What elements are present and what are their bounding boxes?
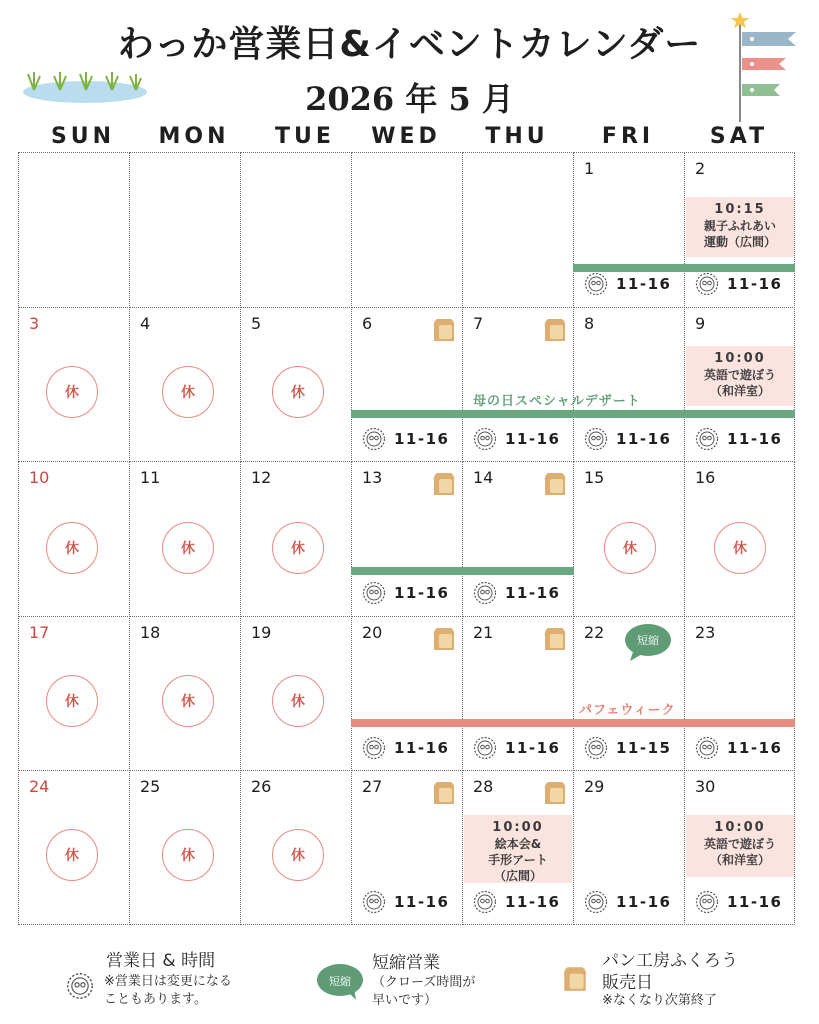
business-hours xyxy=(362,735,449,761)
day-cell-16[interactable] xyxy=(684,461,795,617)
day-cell-4[interactable] xyxy=(129,307,241,462)
day-number: 18 xyxy=(140,623,161,642)
carp-streamer-icon xyxy=(730,12,805,124)
day-cell-3[interactable] xyxy=(18,307,130,462)
business-hours xyxy=(473,735,560,761)
hours-text: 11-16 xyxy=(394,893,450,911)
day-number: 25 xyxy=(140,777,161,796)
bread-icon xyxy=(541,470,569,496)
owl-stamp-icon xyxy=(695,272,719,296)
hours-text: 11-16 xyxy=(505,584,561,602)
hours-text: 11-16 xyxy=(505,893,561,911)
closed-mark: 休 xyxy=(46,522,98,574)
legend-note: ※営業日は変更になる xyxy=(104,974,232,989)
owl-stamp-icon xyxy=(362,736,386,760)
day-cell-28[interactable] xyxy=(462,770,574,925)
event-time: 10:00 xyxy=(714,820,766,835)
hours-text: 11-16 xyxy=(616,893,672,911)
weekday-wed: WED xyxy=(371,124,441,149)
business-hours xyxy=(584,426,671,452)
owl-stamp-icon xyxy=(362,581,386,605)
day-number: 5 xyxy=(251,314,262,333)
parfait-week-bar xyxy=(351,719,795,727)
short-bubble-label: 短縮 xyxy=(329,975,351,988)
day-cell-empty xyxy=(351,152,463,308)
closed-mark: 休 xyxy=(162,829,214,881)
day-number: 10 xyxy=(29,468,50,487)
event-line: （和洋室） xyxy=(709,384,770,398)
business-hours xyxy=(362,580,449,606)
day-cell-26[interactable] xyxy=(240,770,352,925)
business-hours xyxy=(695,735,782,761)
business-hours xyxy=(695,426,782,452)
day-number: 11 xyxy=(140,468,161,487)
owl-stamp-icon xyxy=(66,972,94,1000)
day-cell-20[interactable] xyxy=(351,616,463,771)
event-line: （広間） xyxy=(493,869,542,883)
bread-icon xyxy=(430,470,458,496)
hours-text: 11-16 xyxy=(505,430,561,448)
legend-title: パン工房ふくろう xyxy=(602,951,738,971)
weekday-sun: SUN xyxy=(50,124,116,149)
day-number: 30 xyxy=(695,777,716,796)
event-line: 手形アート xyxy=(488,853,548,867)
event-line: 絵本会& xyxy=(494,837,542,851)
closed-mark: 休 xyxy=(162,522,214,574)
day-number: 24 xyxy=(29,777,50,796)
business-hours xyxy=(473,580,560,606)
bread-icon xyxy=(430,779,458,805)
closed-mark: 休 xyxy=(604,522,656,574)
day-cell-15[interactable] xyxy=(573,461,685,617)
event-time: 10:00 xyxy=(492,820,544,835)
event-box xyxy=(686,815,794,877)
day-number: 8 xyxy=(584,314,595,333)
day-number: 20 xyxy=(362,623,383,642)
event-box xyxy=(464,815,572,883)
legend-title: 営業日 & 時間 xyxy=(106,951,216,971)
day-number: 17 xyxy=(29,623,50,642)
hours-text: 11-16 xyxy=(727,430,783,448)
hours-text: 11-16 xyxy=(505,739,561,757)
business-hours xyxy=(362,426,449,452)
legend-note: 早いです） xyxy=(372,993,438,1008)
legend-title: 販売日 xyxy=(602,973,653,993)
day-cell-12[interactable] xyxy=(240,461,352,617)
owl-stamp-icon xyxy=(584,890,608,914)
short-hours-badge xyxy=(624,623,672,663)
event-line: 英語で遊ぼう xyxy=(703,837,776,851)
weekday-sat: SAT xyxy=(709,124,769,149)
day-number: 28 xyxy=(473,777,494,796)
owl-stamp-icon xyxy=(473,890,497,914)
day-cell-2[interactable] xyxy=(684,152,795,308)
hours-text: 11-16 xyxy=(727,739,783,757)
hours-text: 11-15 xyxy=(616,739,672,757)
owl-stamp-icon xyxy=(362,427,386,451)
parfait-week-banner: パフェウィーク xyxy=(579,703,676,718)
owl-stamp-icon xyxy=(362,890,386,914)
owl-stamp-icon xyxy=(695,427,719,451)
owl-stamp-icon xyxy=(473,427,497,451)
day-number: 7 xyxy=(473,314,484,333)
closed-mark: 休 xyxy=(272,366,324,418)
day-cell-14[interactable] xyxy=(462,461,574,617)
business-hours xyxy=(473,426,560,452)
day-number: 16 xyxy=(695,468,716,487)
business-hours xyxy=(584,735,671,761)
closed-mark: 休 xyxy=(46,829,98,881)
day-cell-5[interactable] xyxy=(240,307,352,462)
closed-mark: 休 xyxy=(714,522,766,574)
day-number: 3 xyxy=(29,314,40,333)
hours-text: 11-16 xyxy=(394,739,450,757)
owl-stamp-icon xyxy=(695,736,719,760)
day-cell-17[interactable] xyxy=(18,616,130,771)
closed-mark: 休 xyxy=(162,366,214,418)
day-cell-8[interactable] xyxy=(573,307,685,462)
day-cell-23[interactable] xyxy=(684,616,795,771)
day-cell-empty xyxy=(462,152,574,308)
day-number: 29 xyxy=(584,777,605,796)
legend-title: 短縮営業 xyxy=(372,953,440,973)
day-cell-25[interactable] xyxy=(129,770,241,925)
day-cell-13[interactable] xyxy=(351,461,463,617)
closed-mark: 休 xyxy=(46,366,98,418)
day-number: 19 xyxy=(251,623,272,642)
hours-text: 11-16 xyxy=(394,430,450,448)
event-box xyxy=(686,346,794,406)
day-number: 12 xyxy=(251,468,272,487)
event-time: 10:00 xyxy=(714,351,766,366)
day-number: 4 xyxy=(140,314,151,333)
owl-stamp-icon xyxy=(473,736,497,760)
owl-stamp-icon xyxy=(584,427,608,451)
calendar-grid xyxy=(18,152,795,925)
hours-text: 11-16 xyxy=(727,893,783,911)
business-hours xyxy=(584,889,671,915)
day-number: 23 xyxy=(695,623,716,642)
day-number: 13 xyxy=(362,468,383,487)
event-time: 10:15 xyxy=(714,202,766,217)
day-cell-21[interactable] xyxy=(462,616,574,771)
day-number: 26 xyxy=(251,777,272,796)
day-cell-24[interactable] xyxy=(18,770,130,925)
day-cell-9[interactable] xyxy=(684,307,795,462)
day-cell-18[interactable] xyxy=(129,616,241,771)
bread-icon xyxy=(430,316,458,342)
event-line: 運動（広間） xyxy=(703,235,776,249)
owl-stamp-icon xyxy=(584,272,608,296)
day-number: 6 xyxy=(362,314,373,333)
legend-note: （クローズ時間が xyxy=(372,975,476,990)
calendar-title: わっか営業日&イベントカレンダー xyxy=(117,24,702,65)
closed-mark: 休 xyxy=(46,675,98,727)
day-number: 9 xyxy=(695,314,706,333)
hours-text: 11-16 xyxy=(616,430,672,448)
hours-text: 11-16 xyxy=(727,275,783,293)
business-hours xyxy=(695,889,782,915)
bread-icon xyxy=(560,964,590,992)
bread-icon xyxy=(541,779,569,805)
legend-note: こともあります。 xyxy=(104,992,207,1007)
day-number: 21 xyxy=(473,623,494,642)
day-cell-empty xyxy=(240,152,352,308)
day-cell-empty xyxy=(129,152,241,308)
business-hours xyxy=(695,271,782,297)
owl-stamp-icon xyxy=(695,890,719,914)
day-number: 27 xyxy=(362,777,383,796)
day-number: 1 xyxy=(584,159,595,178)
day-cell-30[interactable] xyxy=(684,770,795,925)
day-cell-7[interactable] xyxy=(462,307,574,462)
bread-icon xyxy=(541,316,569,342)
event-line: 英語で遊ぼう xyxy=(703,368,776,382)
weekday-tue: TUE xyxy=(275,124,335,149)
day-cell-1[interactable] xyxy=(573,152,685,308)
closed-mark: 休 xyxy=(272,829,324,881)
closed-mark: 休 xyxy=(272,675,324,727)
day-number: 15 xyxy=(584,468,605,487)
pond-grass-decoration xyxy=(20,60,150,106)
business-period-bar xyxy=(573,264,795,272)
mothers-day-banner: 母の日スペシャルデザート xyxy=(473,394,641,409)
business-period-bar xyxy=(351,567,574,575)
weekday-mon: MON xyxy=(158,124,230,149)
legend-note: ※なくなり次第終了 xyxy=(602,993,717,1008)
owl-stamp-icon xyxy=(473,581,497,605)
bread-icon xyxy=(430,625,458,651)
weekday-fri: FRI xyxy=(601,124,655,149)
calendar-month: 2026 年 5 月 xyxy=(305,80,514,118)
day-cell-6[interactable] xyxy=(351,307,463,462)
weekday-thu: THU xyxy=(485,124,549,149)
day-cell-29[interactable] xyxy=(573,770,685,925)
day-cell-22[interactable] xyxy=(573,616,685,771)
hours-text: 11-16 xyxy=(394,584,450,602)
owl-stamp-icon xyxy=(584,736,608,760)
day-cell-27[interactable] xyxy=(351,770,463,925)
day-number: 14 xyxy=(473,468,494,487)
bread-icon xyxy=(541,625,569,651)
day-cell-19[interactable] xyxy=(240,616,352,771)
event-line: 親子ふれあい xyxy=(703,219,776,233)
event-box xyxy=(686,197,794,257)
business-hours xyxy=(362,889,449,915)
day-number: 2 xyxy=(695,159,706,178)
day-cell-10[interactable] xyxy=(18,461,130,617)
day-number: 22 xyxy=(584,623,605,642)
business-hours xyxy=(473,889,560,915)
day-cell-empty xyxy=(18,152,130,308)
event-line: （和洋室） xyxy=(709,853,770,867)
closed-mark: 休 xyxy=(162,675,214,727)
business-period-bar xyxy=(351,410,795,418)
closed-mark: 休 xyxy=(272,522,324,574)
day-cell-11[interactable] xyxy=(129,461,241,617)
business-hours xyxy=(584,271,671,297)
hours-text: 11-16 xyxy=(616,275,672,293)
short-bubble-label: 短縮 xyxy=(637,634,659,647)
